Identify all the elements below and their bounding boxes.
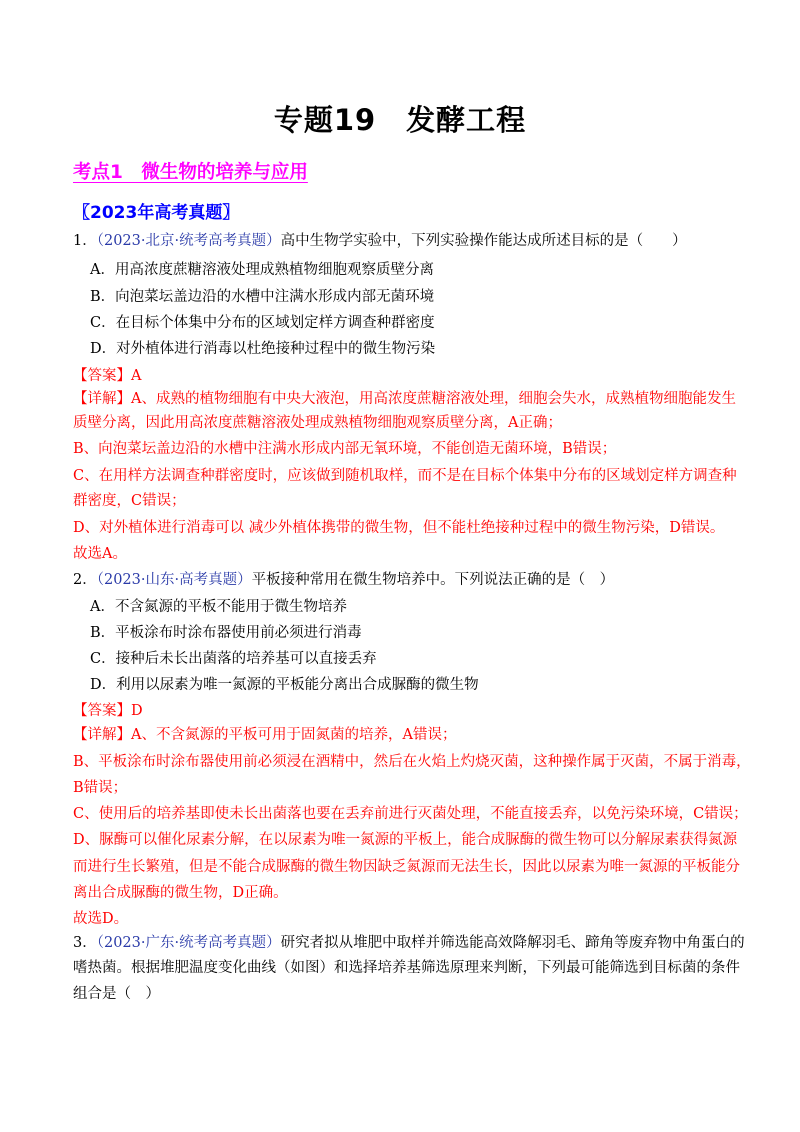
option: C．接种后未长出菌落的培养基可以直接丢弃 xyxy=(90,651,377,667)
topic-heading: 考点1 微生物的培养与应用 xyxy=(73,162,308,183)
question-1-stem xyxy=(73,231,687,251)
explanation-line: 而进行生长繁殖，但是不能合成脲酶的微生物因缺乏氮源而无法生长，因此以尿素为唯一氮源的平板能分 xyxy=(73,859,740,875)
question-source: （2023·广东·统考高考真题） xyxy=(96,935,281,951)
explanation-line: C、使用后的培养基即使未长出菌落也要在丢弃前进行灭菌处理，不能直接丢弃，以免污染环境，C错误； xyxy=(73,806,748,822)
option: A．用高浓度蔗糖溶液处理成熟植物细胞观察质壁分离 xyxy=(90,262,434,278)
conclusion: 故选D。 xyxy=(73,911,129,927)
explanation-line: 群密度，C错误； xyxy=(73,493,186,509)
question-text-line: 嗜热菌。根据堆肥温度变化曲线（如图）和选择培养基筛选原理来判断，下列最可能筛选到目标菌的条件 xyxy=(73,960,740,976)
question-number: 2． xyxy=(73,572,97,588)
question-2-stem xyxy=(73,570,614,590)
explanation-line: 【详解】A、不含氮源的平板可用于固氮菌的培养，A错误； xyxy=(73,727,457,743)
option: C．在目标个体集中分布的区域划定样方调查种群密度 xyxy=(90,315,435,331)
question-source: （2023·山东·高考真题） xyxy=(96,572,252,588)
question-text-line: 组合是（ ） xyxy=(73,986,160,1002)
page-title: 专题19 发酵工程 xyxy=(273,103,527,137)
option: D．利用以尿素为唯一氮源的平板能分离出合成脲酶的微生物 xyxy=(90,677,479,693)
question-text: 研究者拟从堆肥中取样并筛选能高效降解羽毛、蹄角等废弃物中角蛋白的 xyxy=(280,935,745,951)
question-number: 3． xyxy=(73,935,97,951)
section-heading: 〖2023年高考真题〗 xyxy=(73,203,240,223)
explanation-line: D、脲酶可以催化尿素分解，在以尿素为唯一氮源的平板上，能合成脲酶的微生物可以分解尿素获得氮源 xyxy=(73,832,738,848)
explanation-line: C、在用样方法调查种群密度时，应该做到随机取样，而不是在目标个体集中分布的区域划定样方调查种 xyxy=(73,468,737,484)
option: B．向泡菜坛盖边沿的水槽中注满水形成内部无菌环境 xyxy=(90,289,435,305)
question-number: 1． xyxy=(73,233,97,249)
option: A．不含氮源的平板不能用于微生物培养 xyxy=(90,599,347,615)
option: D．对外植体进行消毒以杜绝接种过程中的微生物污染 xyxy=(90,341,436,357)
question-3-stem xyxy=(73,933,745,953)
explanation-line: B错误； xyxy=(73,780,128,796)
explanation-line: B、向泡菜坛盖边沿的水槽中注满水形成内部无氧环境，不能创造无菌环境，B错误； xyxy=(73,441,617,457)
answer: 【答案】A xyxy=(73,368,142,384)
answer: 【答案】D xyxy=(73,703,143,719)
explanation-line: 质壁分离，因此用高浓度蔗糖溶液处理成熟植物细胞观察质壁分离，A正确； xyxy=(73,415,562,431)
question-text: 高中生物学实验中，下列实验操作能达成所述目标的是（ ） xyxy=(280,233,687,249)
explanation-line: 离出合成脲酶的微生物，D正确。 xyxy=(73,885,288,901)
explanation-line: D、对外植体进行消毒可以 减少外植体携带的微生物，但不能杜绝接种过程中的微生物污染，D错误。 xyxy=(73,520,725,536)
option: B．平板涂布时涂布器使用前必须进行消毒 xyxy=(90,625,362,641)
question-text: 平板接种常用在微生物培养中。下列说法正确的是（ ） xyxy=(251,572,615,588)
explanation-line: 【详解】A、成熟的植物细胞有中央大液泡，用高浓度蔗糖溶液处理，细胞会失水，成熟植物细胞能发生 xyxy=(73,391,736,407)
question-source: （2023·北京·统考高考真题） xyxy=(96,233,281,249)
explanation-line: B、平板涂布时涂布器使用前必须浸在酒精中，然后在火焰上灼烧灭菌，这种操作属于灭菌，不属于消毒， xyxy=(73,754,751,770)
conclusion: 故选A。 xyxy=(73,546,127,562)
